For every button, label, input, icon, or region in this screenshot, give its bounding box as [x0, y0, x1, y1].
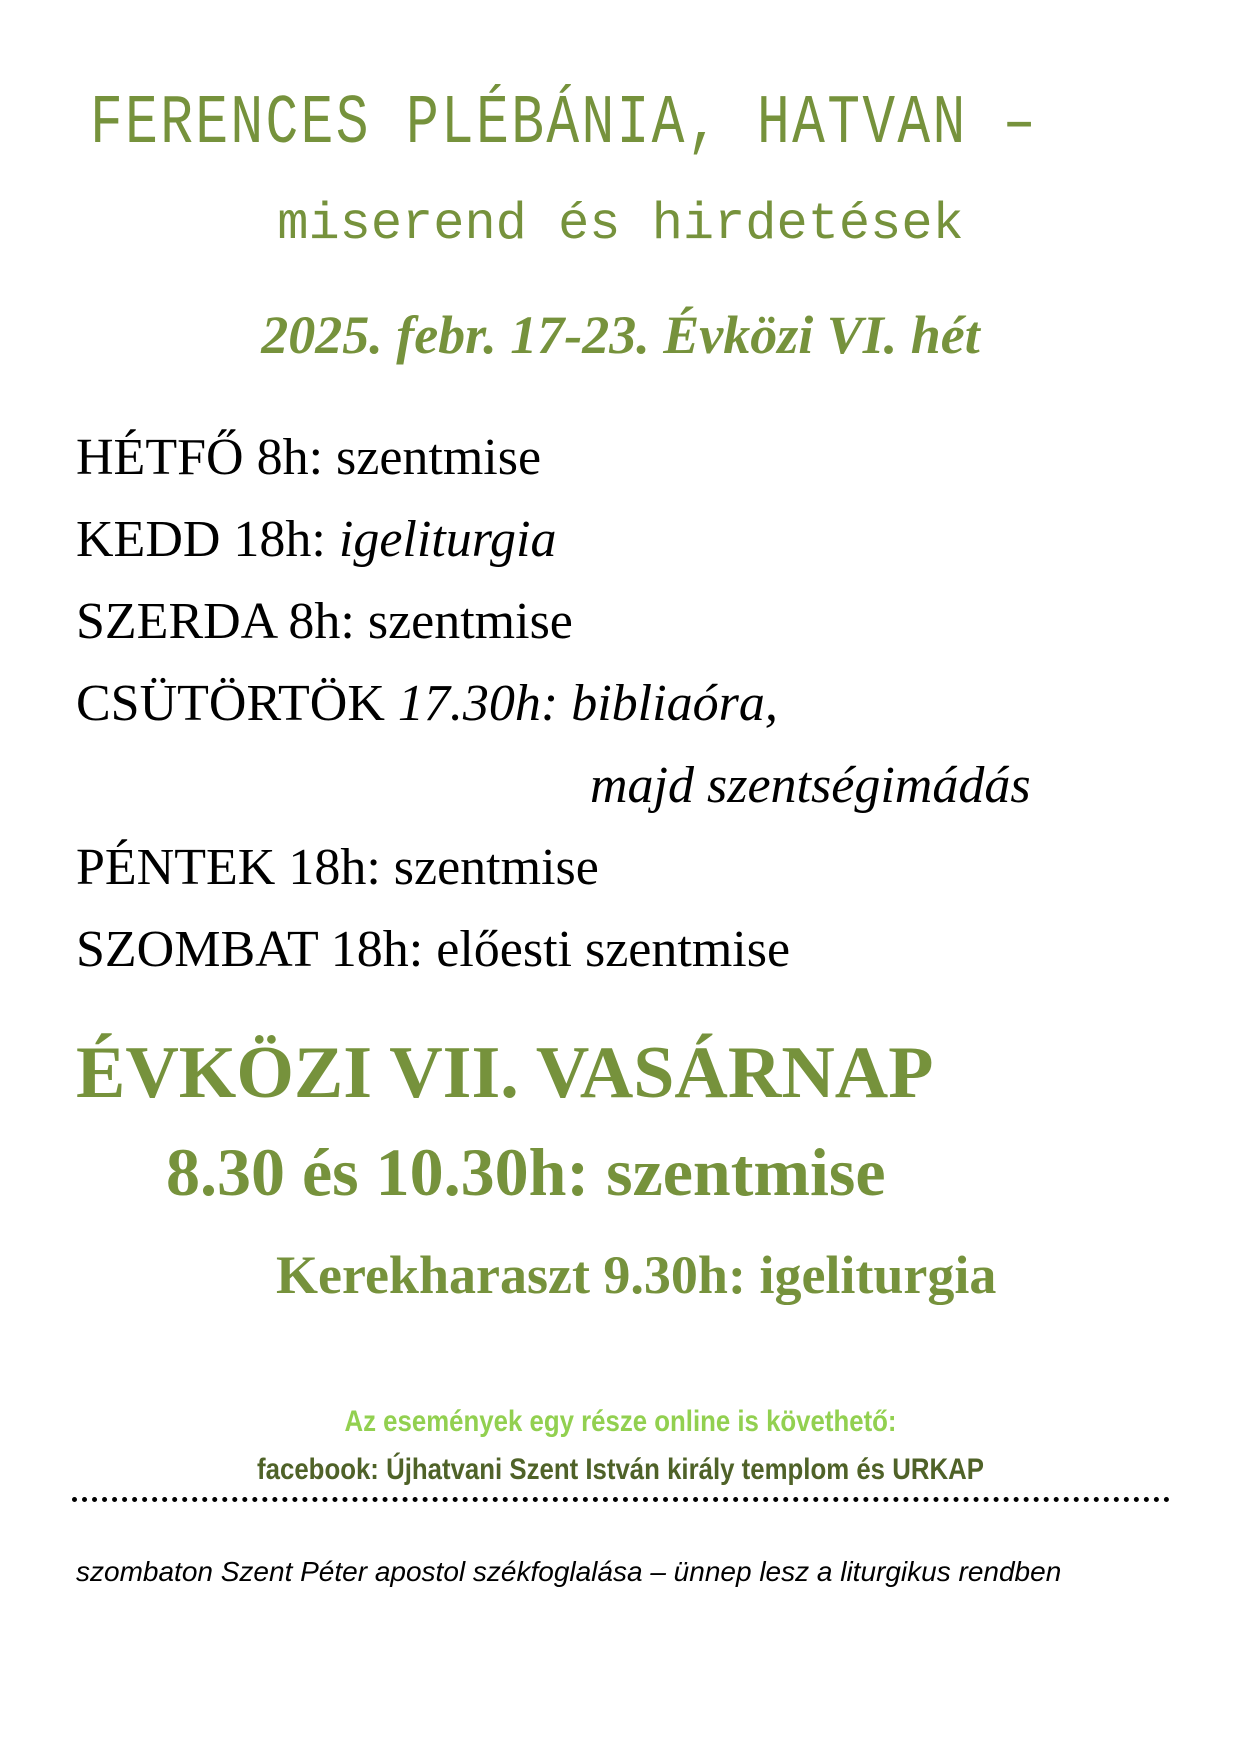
time-label: 18h: — [233, 511, 326, 568]
day-label: HÉTFŐ — [76, 429, 244, 486]
sunday-kerekharaszt: Kerekharaszt 9.30h: igeliturgia — [276, 1245, 997, 1305]
event-label: előesti szentmise — [436, 921, 791, 978]
parish-title: FERENCES PLÉBÁNIA, HATVAN – — [90, 85, 1038, 164]
sunday-mass: 8.30 és 10.30h: szentmise — [166, 1134, 886, 1210]
week-heading: 2025. febr. 17-23. Évközi VI. hét — [261, 305, 980, 365]
schedule-row-friday — [76, 836, 599, 900]
day-label: SZOMBAT — [76, 921, 318, 978]
schedule-row-wednesday — [76, 590, 573, 654]
subtitle: miserend és hirdetések — [277, 195, 964, 254]
day-label: CSÜTÖRTÖK — [76, 675, 385, 732]
day-label: SZERDA — [76, 593, 276, 650]
event-label: szentmise — [393, 839, 599, 896]
day-label: KEDD — [76, 511, 221, 568]
schedule-row-thursday — [76, 672, 778, 736]
event-label: szentmise — [336, 429, 542, 486]
sunday-title: ÉVKÖZI VII. VASÁRNAP — [76, 1032, 934, 1114]
time-label: 17.30h: — [397, 675, 559, 732]
event-label: bibliaóra, — [571, 675, 778, 732]
schedule-row-tuesday — [76, 508, 557, 572]
thursday-continuation: majd szentségimádás — [590, 757, 1031, 814]
time-label: 8h: — [256, 429, 324, 486]
dotted-divider — [72, 1497, 1170, 1502]
time-label: 18h: — [330, 921, 424, 978]
event-label: szentmise — [367, 593, 573, 650]
day-label: PÉNTEK — [76, 839, 276, 896]
schedule-row-monday — [76, 426, 541, 490]
facebook-link: facebook: Újhatvani Szent István király templom és URKAP — [257, 1453, 984, 1486]
schedule-row-saturday — [76, 918, 790, 982]
time-label: 8h: — [288, 593, 355, 650]
event-label: igeliturgia — [338, 511, 557, 568]
online-notice: Az események egy része online is követhető: — [344, 1405, 897, 1438]
time-label: 18h: — [288, 839, 381, 896]
footer-note: szombaton Szent Péter apostol székfoglalása – ünnep lesz a liturgikus rendben — [76, 1556, 1062, 1587]
